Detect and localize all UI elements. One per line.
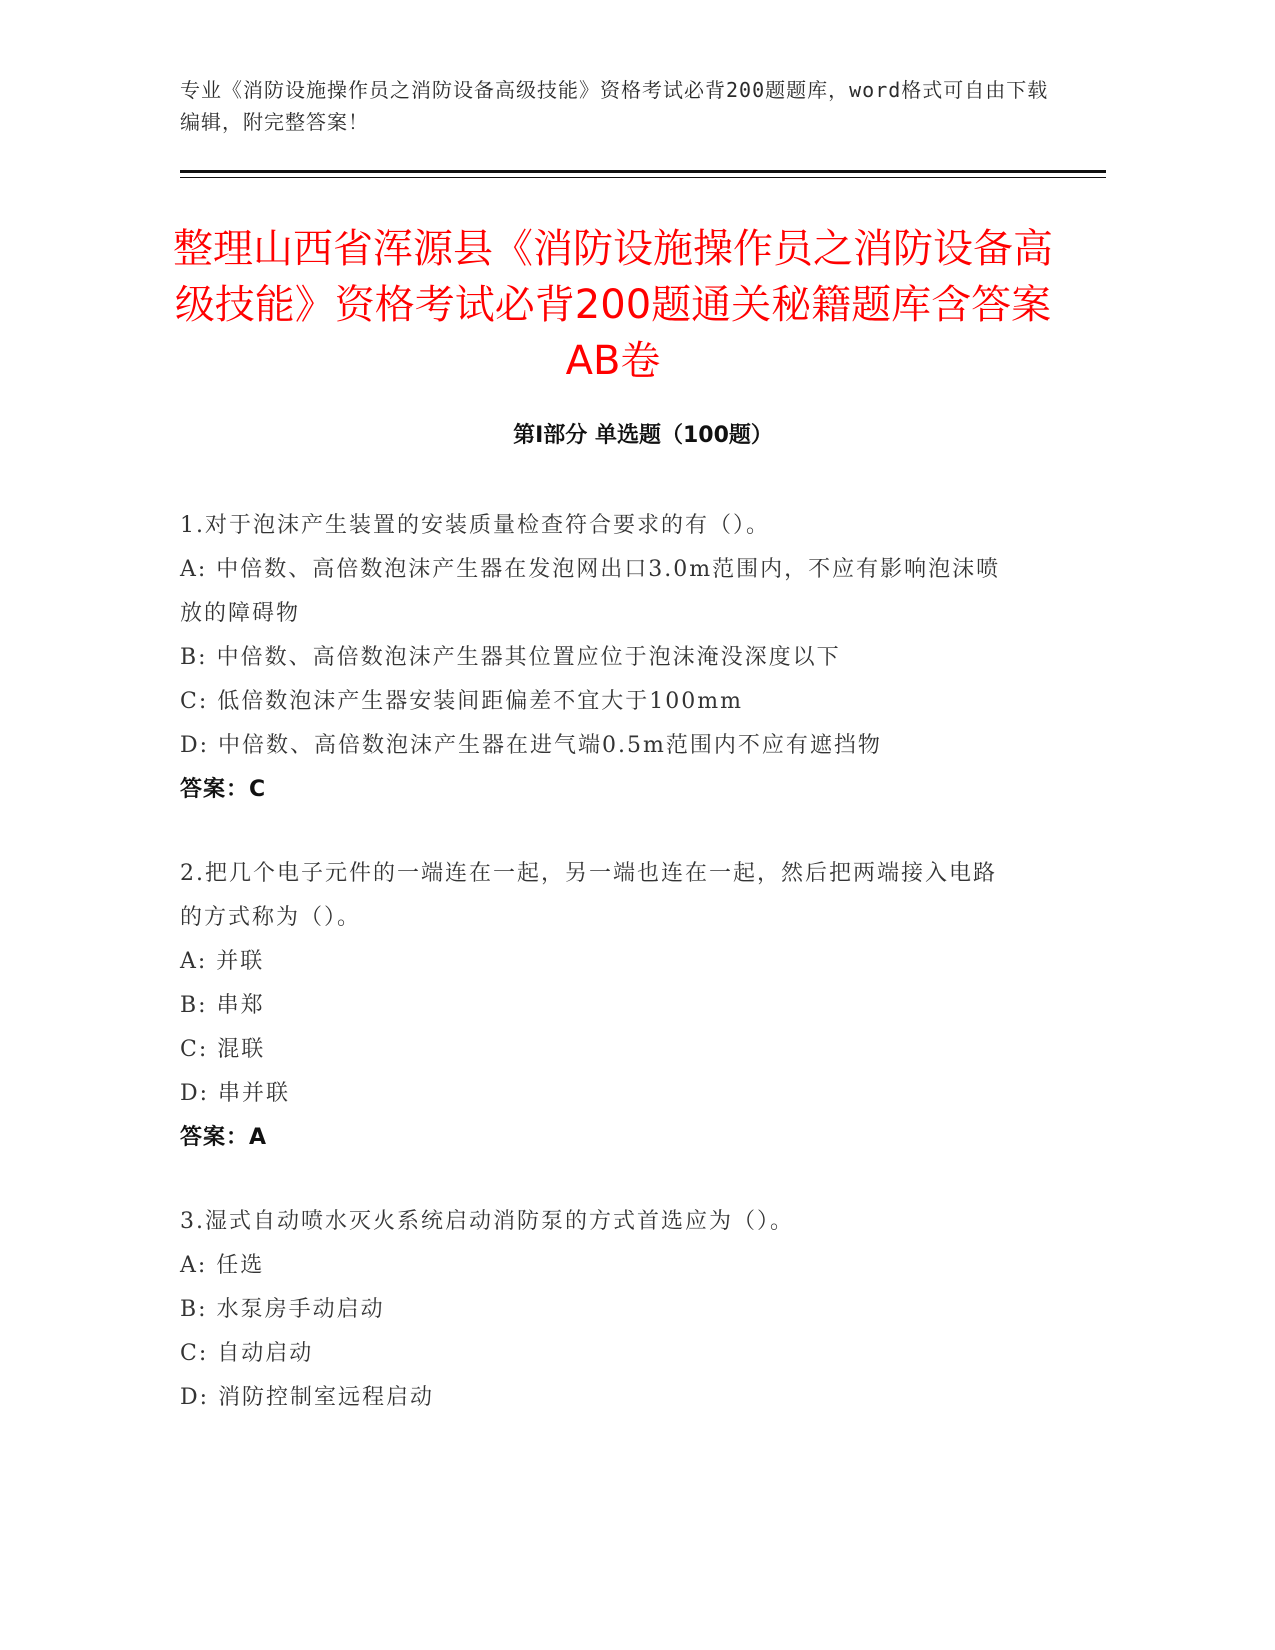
option-a: A: 任选: [180, 1253, 265, 1278]
option-a: A: 并联: [180, 949, 265, 974]
question-stem: 2.把几个电子元件的一端连在一起，另一端也连在一起，然后把两端接入电路的方式称为（）。: [180, 861, 997, 930]
option-d: D: 消防控制室远程启动: [180, 1385, 435, 1410]
answer: 答案：C: [180, 777, 267, 802]
question-1: [180, 504, 1020, 812]
answer: 答案：A: [180, 1125, 268, 1150]
option-a: A: 中倍数、高倍数泡沫产生器在发泡网出口3.0m范围内，不应有影响泡沫喷放的障碍物: [180, 557, 1001, 626]
header-divider: [180, 170, 1106, 173]
question-stem: 1.对于泡沫产生装置的安装质量检查符合要求的有（）。: [180, 513, 770, 538]
option-c: C: 自动启动: [180, 1341, 314, 1366]
header-note: 专业《消防设施操作员之消防设备高级技能》资格考试必背200题题库，word格式可自由下载编辑，附完整答案！: [180, 78, 1049, 134]
option-d: D: 中倍数、高倍数泡沫产生器在进气端0.5m范围内不应有遮挡物: [180, 733, 882, 758]
option-b: B: 串郑: [180, 993, 265, 1018]
option-d: D: 串并联: [180, 1081, 291, 1106]
section-title: 第Ⅰ部分 单选题（100题）: [513, 423, 773, 448]
option-c: C: 混联: [180, 1037, 266, 1062]
question-2: [180, 852, 1020, 1160]
option-b: B: 中倍数、高倍数泡沫产生器其位置应位于泡沫淹没深度以下: [180, 645, 841, 670]
question-3: [180, 1200, 1020, 1420]
question-stem: 3.湿式自动喷水灭火系统启动消防泵的方式首选应为（）。: [180, 1209, 794, 1234]
header-divider-thin: [180, 177, 1106, 178]
option-b: B: 水泵房手动启动: [180, 1297, 385, 1322]
option-c: C: 低倍数泡沫产生器安装间距偏差不宜大于100mm: [180, 689, 743, 714]
document-title: 整理山西省浑源县《消防设施操作员之消防设备高级技能》资格考试必背200题通关秘籍题库含答案AB卷: [173, 226, 1053, 384]
